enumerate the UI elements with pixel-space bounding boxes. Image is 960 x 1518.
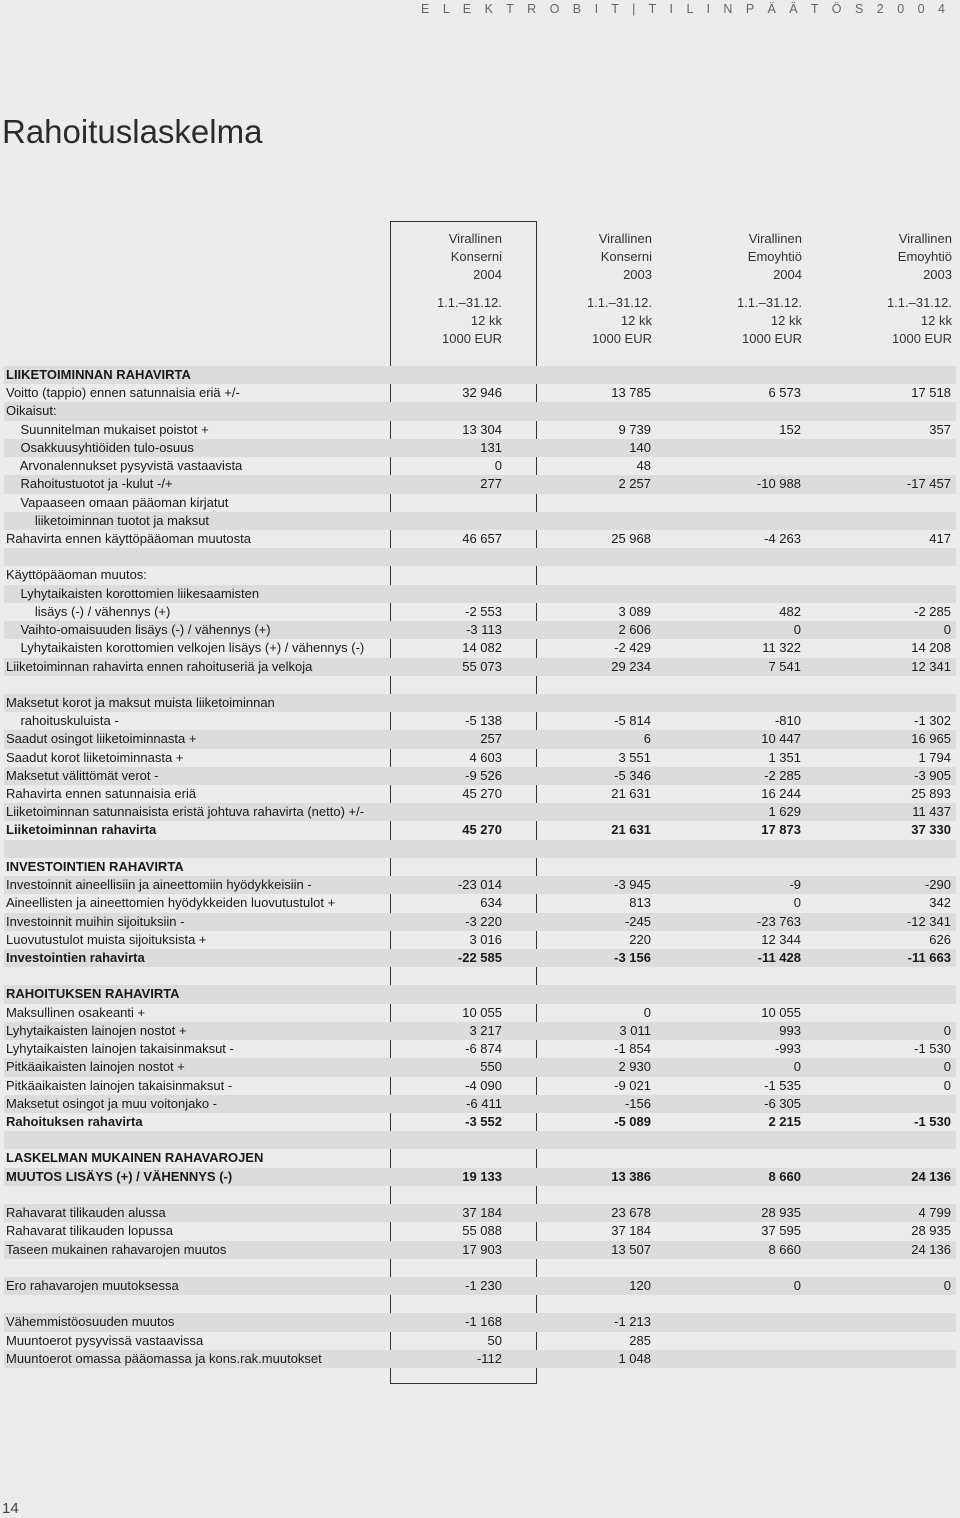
row-value: -3 552	[465, 1113, 502, 1129]
table-row	[4, 876, 956, 894]
row-value: 152	[779, 421, 801, 437]
row-value: 13 304	[462, 421, 502, 437]
column-header: Virallinen Konserni 2004 1.1.–31.12. 12 kk 1000 EUR	[436, 231, 502, 346]
table-row	[4, 384, 956, 402]
row-value: 813	[629, 895, 651, 911]
row-value: -22 585	[457, 950, 502, 965]
row-value: -11 428	[757, 950, 801, 965]
table-row	[4, 512, 956, 530]
row-label: Muuntoerot pysyvissä vastaavissa	[6, 1332, 204, 1348]
row-value: -9 021	[614, 1077, 651, 1093]
row-value: 2 257	[618, 476, 651, 492]
column-header: Virallinen Konserni 2003 1.1.–31.12. 12 kk 1000 EUR	[586, 231, 652, 346]
row-value: -17 457	[906, 476, 951, 492]
row-value: -6 305	[764, 1095, 801, 1111]
row-value: 0	[494, 458, 502, 474]
row-value: 37 330	[911, 822, 951, 838]
running-head: E L E K T R O B I T | T I L I N P Ä Ä T Ö S 2 0 0 4	[421, 2, 950, 16]
row-label: Maksetut välittömät verot -	[6, 767, 159, 783]
row-label: Rahoitustuotot ja -kulut -/+	[6, 476, 173, 492]
row-value: 4 603	[469, 749, 502, 765]
table-row	[4, 1095, 956, 1113]
row-value: -2 553	[465, 603, 502, 619]
row-value: 131	[480, 439, 502, 455]
row-label: INVESTOINTIEN RAHAVIRTA	[6, 858, 184, 874]
table-row	[4, 730, 956, 748]
row-value: 220	[629, 931, 651, 947]
row-value: -1 213	[614, 1314, 651, 1330]
table-row	[4, 1022, 956, 1040]
table-row	[4, 1131, 956, 1149]
table-row	[4, 1313, 956, 1331]
row-value: 1 048	[618, 1350, 651, 1366]
row-value: 0	[793, 622, 801, 638]
table-row	[4, 1295, 956, 1313]
row-value: 16 244	[761, 786, 801, 802]
row-label: Liiketoiminnan satunnaisista eristä johtuva rahavirta (netto) +/-	[6, 804, 365, 820]
row-label: rahoituskuluista -	[6, 713, 119, 729]
table-row	[4, 585, 956, 603]
row-label: Lyhytaikaisten korottomien velkojen lisäys (+) / vähennys (-)	[6, 640, 365, 656]
row-value: 28 935	[761, 1205, 801, 1221]
row-value: 0	[643, 1004, 651, 1020]
row-value: 342	[929, 895, 951, 911]
table-row	[4, 475, 956, 493]
row-value: -3 945	[614, 877, 651, 893]
row-label: Taseen mukainen rahavarojen muutos	[6, 1241, 227, 1257]
row-value: 10 055	[761, 1004, 801, 1020]
row-value: 3 089	[618, 603, 651, 619]
table-row	[4, 530, 956, 548]
row-value: -5 089	[614, 1113, 651, 1129]
table-row	[4, 676, 956, 694]
row-value: 626	[929, 931, 951, 947]
row-value: -1 530	[914, 1041, 951, 1057]
row-value: -4 090	[465, 1077, 502, 1093]
row-value: -12 341	[906, 913, 951, 929]
table-row	[4, 1040, 956, 1058]
row-label: Voitto (tappio) ennen satunnaisia eriä +/-	[6, 385, 240, 401]
row-label: Pitkäaikaisten lainojen takaisinmaksut -	[6, 1077, 233, 1093]
table-row	[4, 1058, 956, 1076]
row-value: 277	[480, 476, 502, 492]
row-value: -1 854	[614, 1041, 651, 1057]
table-row	[4, 1222, 956, 1240]
table-row	[4, 785, 956, 803]
table-row	[4, 1241, 956, 1259]
row-value: 3 551	[618, 749, 651, 765]
row-value: 21 631	[611, 786, 651, 802]
table-row	[4, 821, 956, 839]
row-value: 9 739	[618, 421, 651, 437]
table-row	[4, 949, 956, 967]
row-label: Lyhytaikaisten lainojen takaisinmaksut -	[6, 1041, 234, 1057]
row-value: 13 507	[611, 1241, 651, 1257]
row-label: Osakkuusyhtiöiden tulo-osuus	[6, 439, 194, 455]
row-value: 19 133	[462, 1168, 502, 1184]
row-value: 37 184	[611, 1223, 651, 1239]
row-value: -4 263	[764, 530, 801, 546]
row-label: Investoinnit aineellisiin ja aineettomiin hyödykkeisiin -	[6, 877, 312, 893]
row-value: 12 341	[911, 658, 951, 674]
table-row	[4, 712, 956, 730]
row-value: 0	[943, 1022, 951, 1038]
row-label: Vapaaseen omaan pääoman kirjatut	[6, 494, 229, 510]
row-value: 0	[793, 1277, 801, 1293]
row-label: Maksullinen osakeanti +	[6, 1004, 146, 1020]
page-title: Rahoituslaskelma	[2, 113, 263, 150]
table-row	[4, 749, 956, 767]
row-value: 13 386	[611, 1168, 651, 1184]
table-row	[4, 439, 956, 457]
row-label: LASKELMAN MUKAINEN RAHAVAROJEN	[6, 1150, 264, 1166]
row-value: -1 168	[465, 1314, 502, 1330]
row-value: 25 893	[911, 786, 951, 802]
row-value: -1 302	[914, 713, 951, 729]
row-label: Luovutustulot muista sijoituksista +	[6, 931, 207, 947]
table-row	[4, 1168, 956, 1186]
row-value: 0	[943, 622, 951, 638]
row-value: 6 573	[768, 385, 801, 401]
row-label: Pitkäaikaisten lainojen nostot +	[6, 1059, 185, 1075]
row-value: 14 208	[911, 640, 951, 656]
table-row	[4, 694, 956, 712]
row-value: 1 629	[768, 804, 801, 820]
table-row	[4, 1332, 956, 1350]
row-value: -810	[774, 713, 801, 729]
row-value: 14 082	[462, 640, 502, 656]
row-label: Suunnitelman mukaiset poistot +	[6, 421, 209, 437]
row-value: -3 156	[614, 950, 651, 965]
row-label: Muuntoerot omassa pääomassa ja kons.rak.muutokset	[6, 1350, 322, 1366]
row-value: 357	[929, 421, 951, 437]
row-value: 10 447	[761, 731, 801, 747]
table-row	[4, 1277, 956, 1295]
row-value: 3 011	[619, 1022, 651, 1038]
row-value: 1 794	[918, 749, 951, 765]
row-value: 28 935	[911, 1223, 951, 1239]
row-value: 0	[943, 1059, 951, 1075]
row-label: lisäys (-) / vähennys (+)	[6, 603, 171, 619]
row-value: 550	[480, 1059, 502, 1075]
row-value: 17 903	[462, 1241, 502, 1257]
row-value: 29 234	[611, 658, 651, 674]
row-value: -6 874	[465, 1041, 502, 1057]
table-row	[4, 421, 956, 439]
table-row	[4, 457, 956, 475]
page-number: 14	[2, 1500, 19, 1517]
row-label: Maksetut osingot ja muu voitonjako -	[6, 1095, 217, 1111]
table-row	[4, 1113, 956, 1131]
row-value: 12 344	[761, 931, 801, 947]
row-label: Rahavirta ennen satunnaisia eriä	[6, 786, 197, 802]
row-label: Vaihto-omaisuuden lisäys (-) / vähennys (+)	[6, 622, 271, 638]
table-row	[4, 548, 956, 566]
table-row	[4, 913, 956, 931]
row-value: 21 631	[611, 822, 651, 838]
row-value: -2 429	[614, 640, 651, 656]
table-row	[4, 494, 956, 512]
table-row	[4, 967, 956, 985]
row-label: Arvonalennukset pysyvistä vastaavista	[6, 458, 243, 474]
table-row	[4, 639, 956, 657]
row-label: MUUTOS LISÄYS (+) / VÄHENNYS (-)	[6, 1168, 233, 1184]
row-value: 45 270	[462, 822, 502, 838]
row-label: LIIKETOIMINNAN RAHAVIRTA	[6, 367, 191, 382]
cash-flow-table	[4, 366, 956, 1368]
table-row	[4, 1077, 956, 1095]
row-value: 0	[943, 1277, 951, 1293]
row-value: -11 663	[907, 950, 951, 965]
row-label: Saadut osingot liiketoiminnasta +	[6, 731, 197, 747]
row-value: 285	[629, 1332, 651, 1348]
row-value: 1 351	[768, 749, 801, 765]
row-label: Rahavarat tilikauden lopussa	[6, 1223, 173, 1239]
row-value: -10 988	[756, 476, 801, 492]
row-value: 140	[629, 439, 651, 455]
table-row	[4, 621, 956, 639]
row-value: 417	[929, 530, 951, 546]
table-row	[4, 1004, 956, 1022]
row-value: -5 814	[614, 713, 651, 729]
row-value: 7 541	[768, 658, 801, 674]
table-row	[4, 658, 956, 676]
row-label: Liiketoiminnan rahavirta	[6, 822, 157, 838]
row-value: 8 660	[768, 1168, 801, 1184]
row-label: Rahoituksen rahavirta	[6, 1113, 143, 1129]
row-value: 8 660	[768, 1241, 801, 1257]
table-row	[4, 840, 956, 858]
row-value: -9	[789, 877, 801, 893]
row-value: -1 535	[764, 1077, 801, 1093]
row-value: 634	[480, 895, 502, 911]
row-value: -23 014	[457, 877, 502, 893]
row-label: Rahavarat tilikauden alussa	[6, 1205, 166, 1221]
row-value: -23 763	[756, 913, 801, 929]
row-label: Maksetut korot ja maksut muista liiketoiminnan	[6, 694, 275, 710]
row-value: 0	[943, 1077, 951, 1093]
row-value: 17 518	[911, 385, 951, 401]
column-header: Virallinen Emoyhtiö 2003 1.1.–31.12. 12 kk 1000 EUR	[886, 231, 952, 346]
row-value: 48	[636, 458, 651, 474]
row-value: 17 873	[761, 822, 801, 838]
row-value: 482	[779, 603, 801, 619]
table-row	[4, 858, 956, 876]
row-value: 55 073	[462, 658, 502, 674]
table-row	[4, 767, 956, 785]
row-value: -3 113	[466, 622, 502, 638]
row-value: 37 184	[462, 1205, 502, 1221]
row-value: -156	[624, 1095, 651, 1111]
row-value: 2 215	[768, 1113, 801, 1129]
table-row	[4, 985, 956, 1003]
row-value: 13 785	[611, 385, 651, 401]
row-value: 120	[629, 1277, 651, 1293]
row-value: -112	[476, 1350, 502, 1366]
row-value: 10 055	[462, 1004, 502, 1020]
row-label: Liiketoiminnan rahavirta ennen rahoituseriä ja velkoja	[6, 658, 313, 674]
row-value: 24 136	[911, 1168, 951, 1184]
row-value: -2 285	[764, 767, 801, 783]
row-value: -245	[624, 913, 651, 929]
row-value: -290	[924, 877, 951, 893]
row-value: 23 678	[611, 1205, 651, 1221]
row-value: -5 346	[614, 767, 651, 783]
table-row	[4, 1350, 956, 1368]
row-label: Lyhytaikaisten lainojen nostot +	[6, 1022, 187, 1038]
row-value: -1 230	[465, 1277, 502, 1293]
row-value: 2 606	[618, 622, 651, 638]
row-label: Investointien rahavirta	[6, 950, 145, 965]
table-row	[4, 894, 956, 912]
table-row	[4, 603, 956, 621]
row-label: Vähemmistöosuuden muutos	[6, 1314, 175, 1330]
row-value: 50	[487, 1332, 502, 1348]
row-label: Aineellisten ja aineettomien hyödykkeiden luovutustulot +	[6, 895, 336, 911]
row-value: 25 968	[611, 530, 651, 546]
row-value: 11 322	[762, 640, 801, 656]
row-value: 55 088	[462, 1223, 502, 1239]
row-label: Rahavirta ennen käyttöpääoman muutosta	[6, 530, 251, 546]
table-row	[4, 1149, 956, 1167]
table-row	[4, 402, 956, 420]
row-value: -9 526	[465, 767, 502, 783]
row-value: 32 946	[462, 385, 502, 401]
table-row	[4, 366, 956, 384]
row-label: RAHOITUKSEN RAHAVIRTA	[6, 986, 180, 1002]
row-value: 24 136	[911, 1241, 951, 1257]
row-value: 993	[779, 1022, 801, 1038]
row-label: Lyhytaikaisten korottomien liikesaamisten	[6, 585, 260, 601]
row-value: 3 217	[469, 1022, 502, 1038]
row-value: 0	[793, 1059, 801, 1075]
row-value: -3 220	[465, 913, 502, 929]
table-row	[4, 566, 956, 584]
row-value: 6	[643, 731, 651, 747]
row-value: 11 437	[912, 804, 951, 820]
row-value: -2 285	[914, 603, 951, 619]
row-value: 4 799	[918, 1205, 951, 1221]
row-value: -6 411	[466, 1095, 502, 1111]
row-value: -3 905	[914, 767, 951, 783]
table-row	[4, 1204, 956, 1222]
row-value: 257	[480, 731, 502, 747]
table-row	[4, 803, 956, 821]
table-row	[4, 931, 956, 949]
row-label: liiketoiminnan tuotot ja maksut	[6, 512, 210, 528]
row-value: -993	[774, 1041, 801, 1057]
table-row	[4, 1259, 956, 1277]
row-value: -5 138	[465, 713, 502, 729]
column-header: Virallinen Emoyhtiö 2004 1.1.–31.12. 12 kk 1000 EUR	[736, 231, 802, 346]
row-label: Käyttöpääoman muutos:	[6, 567, 147, 583]
row-value: 37 595	[761, 1223, 801, 1239]
row-value: 3 016	[469, 931, 502, 947]
row-value: 46 657	[462, 530, 502, 546]
row-value: -1 530	[914, 1113, 951, 1129]
row-value: 45 270	[462, 786, 502, 802]
row-label: Investoinnit muihin sijoituksiin -	[6, 913, 185, 929]
row-value: 2 930	[618, 1059, 651, 1075]
row-value: 0	[793, 895, 801, 911]
table-row	[4, 1186, 956, 1204]
row-value: 16 965	[911, 731, 951, 747]
row-label: Ero rahavarojen muutoksessa	[6, 1277, 179, 1293]
row-label: Saadut korot liiketoiminnasta +	[6, 749, 184, 765]
row-label: Oikaisut:	[6, 403, 57, 419]
